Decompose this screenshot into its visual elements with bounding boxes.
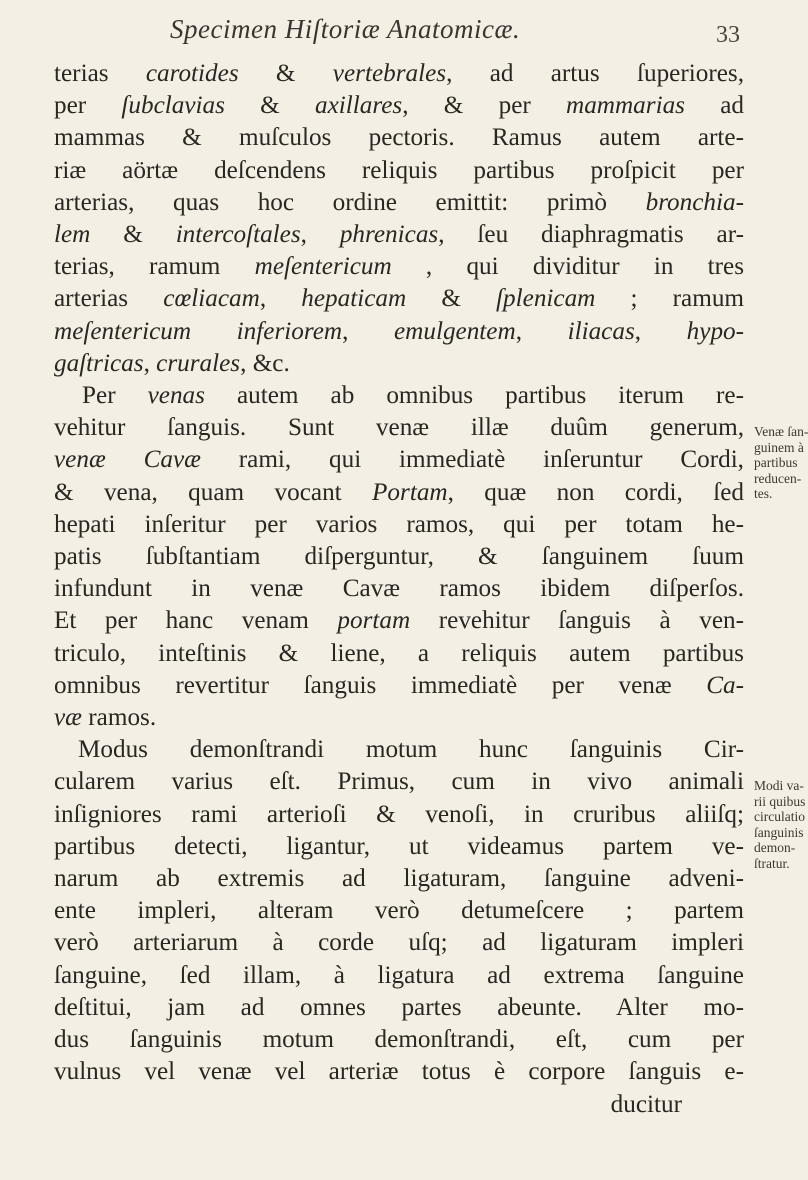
margin-note-line: ſanguinis: [754, 824, 804, 840]
text-line: mammas & muſculos pectoris. Ramus autem arte-: [54, 124, 744, 152]
text-line: inſigniores rami arterioſi & venoſi, in cruribus aliiſq;: [54, 800, 744, 828]
text-line: patis ſubſtantiam diſperguntur, & ſanguinem ſuum: [54, 543, 744, 571]
text-line: per ſubclavias & axillares, & per mammarias ad: [54, 92, 744, 120]
text-line: cularem varius eſt. Primus, cum in vivo animali: [54, 768, 744, 796]
text-line: terias carotides & vertebrales, ad artus ſuperiores,: [54, 60, 744, 87]
text-line: riæ aörtæ deſcendens reliquis partibus proſpicit per: [54, 156, 744, 184]
text-line: arterias, quas hoc ordine emittit: primò bronchia-: [54, 188, 744, 216]
text-line: narum ab extremis ad ligaturam, ſanguine adveni-: [54, 865, 744, 893]
margin-note-line: circulatio: [754, 809, 805, 824]
margin-note-line: partibus: [754, 455, 798, 470]
text-line: gaſtricas, crurales, &c.: [54, 349, 290, 377]
body-text: [54, 58, 744, 1121]
text-line: hepati inſeritur per varios ramos, qui per totam he-: [54, 510, 744, 538]
text-line: Modus demonſtrandi motum hunc ſanguinis Cir-: [78, 736, 744, 764]
margin-note-line: reducen-: [754, 470, 802, 486]
page-number: 33: [716, 22, 740, 48]
margin-note-line: demon-: [754, 840, 796, 855]
text-line: Per venas autem ab omnibus partibus iterum re-: [82, 382, 744, 410]
text-line: omnibus revertitur ſanguis immediatè per venæ Ca-: [54, 671, 744, 699]
margin-note-line: guinem à: [754, 439, 804, 455]
text-line: dus ſanguinis motum demonſtrandi, eſt, cum per: [54, 1026, 744, 1054]
text-line: ducitur: [610, 1090, 682, 1118]
text-line: partibus detecti, ligantur, ut videamus partem ve-: [54, 832, 744, 860]
text-line: terias, ramum meſentericum , qui dividitur in tres: [54, 253, 744, 281]
margin-note-line: rii quibus: [754, 793, 806, 809]
text-line: ente impleri, alteram verò detumeſcere ; partem: [54, 897, 744, 925]
running-head: Specimen Hiſtoriæ Anatomicæ.: [170, 14, 521, 44]
text-line: meſentericum inferiorem, emulgentem, iliacas, hypo-: [54, 317, 745, 345]
text-line: venæ Cavæ rami, qui immediatè inſeruntur Cordi,: [54, 446, 744, 474]
margin-note-modi: [754, 778, 806, 871]
text-line: triculo, inteſtinis & liene, a reliquis autem partibus: [54, 639, 744, 667]
margin-note-line: Venæ ſan-: [754, 424, 808, 439]
text-line: lem & intercoſtales, phrenicas, ſeu diaphragmatis ar-: [54, 221, 745, 249]
text-line: væ ramos.: [54, 704, 157, 732]
text-line: vulnus vel venæ vel arteriæ totus è corpore ſanguis e-: [54, 1058, 744, 1086]
text-line: arterias cœliacam, hepaticam & ſplenicam ; ramum: [54, 285, 744, 313]
text-line: vehitur ſanguis. Sunt venæ illæ duûm generum,: [54, 414, 744, 442]
text-line: infundunt in venæ Cavæ ramos ibidem diſperſos.: [54, 575, 744, 603]
margin-note-line: Modi va-: [754, 778, 804, 793]
margin-note-venae: [754, 424, 808, 502]
text-line: ſanguine, ſed illam, à ligatura ad extrema ſanguine: [54, 961, 744, 989]
margin-note-line: tes.: [754, 486, 773, 501]
text-line: Et per hanc venam portam revehitur ſanguis à ven-: [54, 607, 744, 635]
text-line: deſtitui, jam ad omnes partes abeunte. Alter mo-: [54, 993, 744, 1021]
text-line: & vena, quam vocant Portam, quæ non cordi, ſed: [54, 478, 744, 506]
margin-note-line: ſtratur.: [754, 855, 790, 871]
text-line: verò arteriarum à corde uſq; ad ligaturam impleri: [54, 929, 744, 957]
